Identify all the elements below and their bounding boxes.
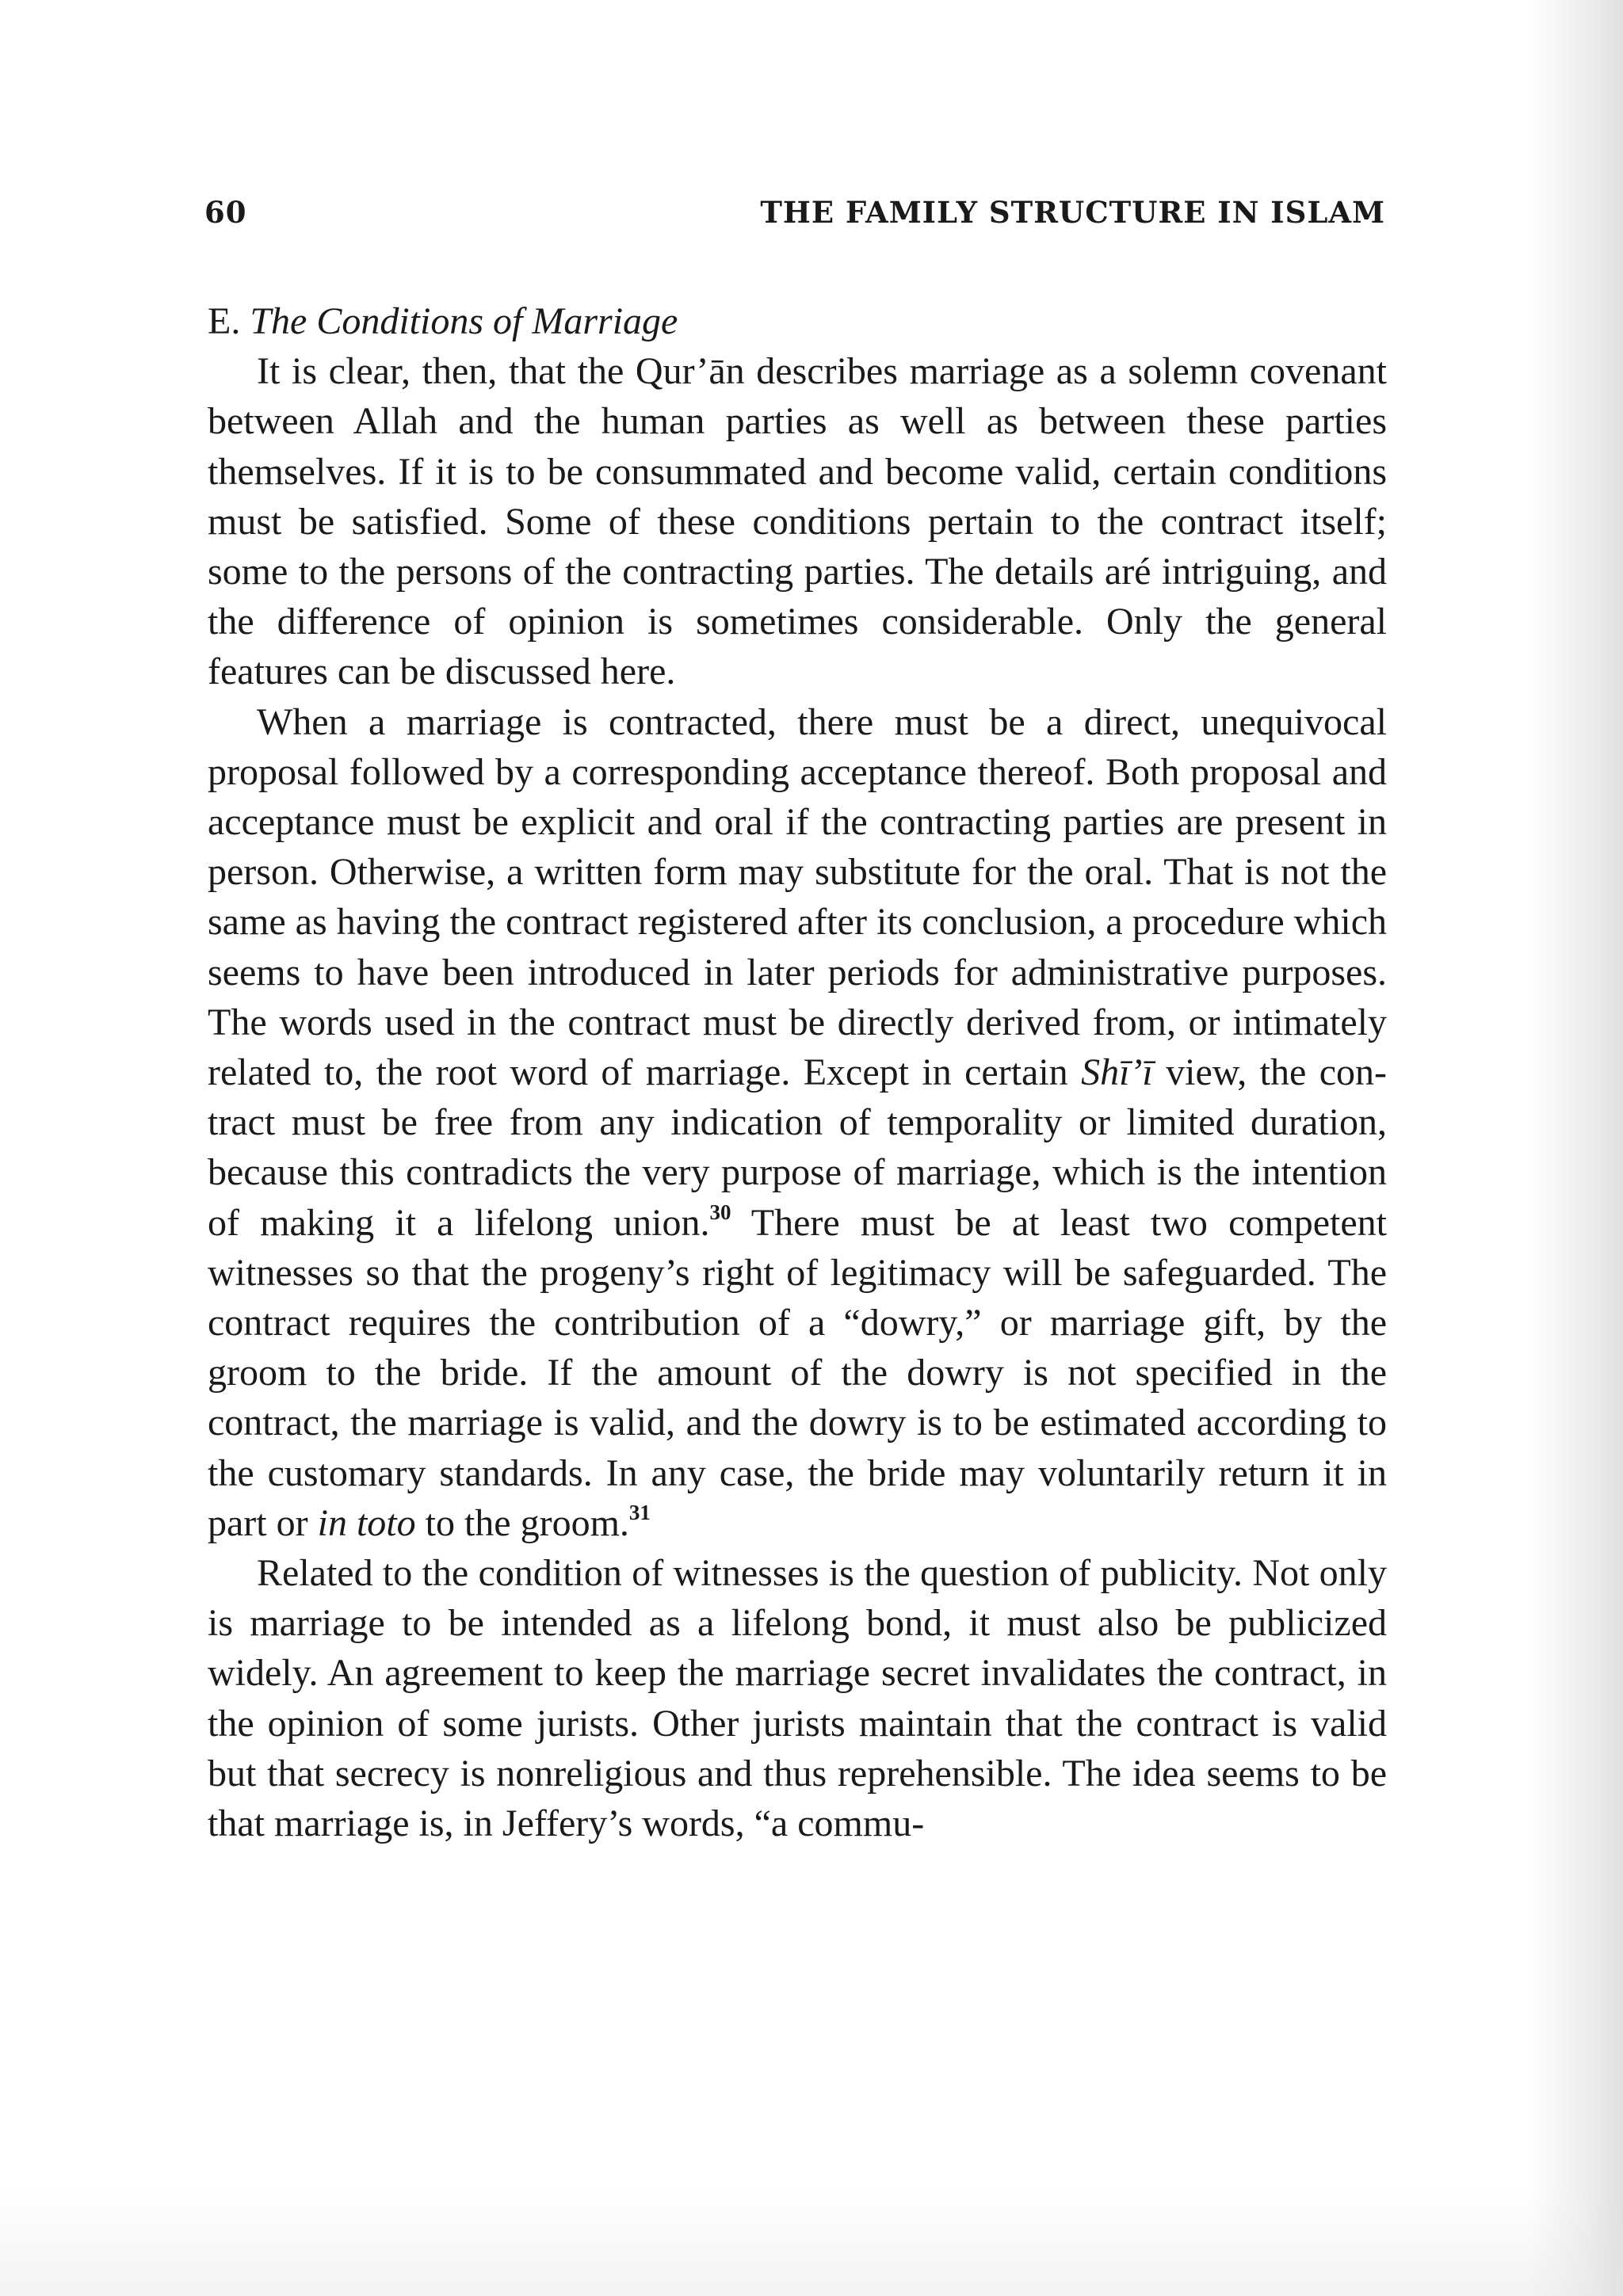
section-title: The Conditions of Marriage [250,300,678,342]
running-title: THE FAMILY STRUCTURE IN ISLAM [760,195,1385,230]
page-edge-shadow [1528,0,1623,2296]
paragraph-text: to the groom. [415,1501,629,1544]
page-bottom-shadow [0,2185,1623,2296]
paragraph-text: There must be at least two competent witnesses so that the progeny’s right of legitimacy will be safeguarded. The contract requires the contribution of a “dowry,” or marriage gift, by the groom to the bride. If the amount of the dowry is not specified in the contract, the marriage is valid, and the dowry is to be estimated according to the customary standards. In any case, the bride may voluntarily return it in part or [208,1201,1387,1544]
section-heading [208,296,1387,346]
section-letter: E. [208,300,241,342]
paragraph-text: When a marriage is contracted, there must be a direct, unequivocal proposal followed by a corresponding acceptance thereof. Both proposal and acceptance must be explicit and oral if the contracting parties are present in person. Otherwise, a written form may substitute for the oral. That is not the same as having the contract registered after its conclusion, a procedure which seems to have been introduced in later periods for administrative purposes. The words used in the contract must be directly derived from, or intimately related to, the root word of marriage. Except in certain [208,700,1387,1094]
paragraph-text: view, the contract must be free from any indication of temporality or limited duration, because this contradicts the very purpose of marriage, which is the intention of making it a lifelong union. [208,1051,1387,1244]
italic-term: in toto [317,1501,416,1544]
body-text [208,296,1387,1848]
paragraph [208,1548,1387,1848]
paragraph [208,346,1387,696]
running-head [204,195,1385,235]
footnote-reference: 31 [628,1500,651,1524]
italic-term: Shī’ī [1081,1051,1153,1094]
page-number: 60 [204,195,247,230]
paragraph-text: Related to the condition of witnesses is the question of publicity. Not only is marriage to be intended as a lifelong bond, it must also be publicized widely. An agreement to keep the marriage secret invalidates the contract, in the opinion of some jurists. Other jurists maintain that the contract is valid but that secrecy is nonreligious and thus reprehensible. The idea seems to be that marriage is, in Jeffery’s words, “a commu- [208,1552,1387,1845]
paragraph [208,697,1387,1548]
paragraph-text: It is clear, then, that the Qur’ān describes marriage as a solemn covenant between Allah and the human parties as well as between these parties themselves. If it is to be consummated and become valid, certain conditions must be satisfied. Some of these conditions pertain to the contract itself; some to the persons of the contracting parties. The details aré intriguing, and the difference of opinion is sometimes considerable. Only the general features can be discussed here. [208,350,1387,693]
footnote-reference: 30 [709,1199,731,1224]
